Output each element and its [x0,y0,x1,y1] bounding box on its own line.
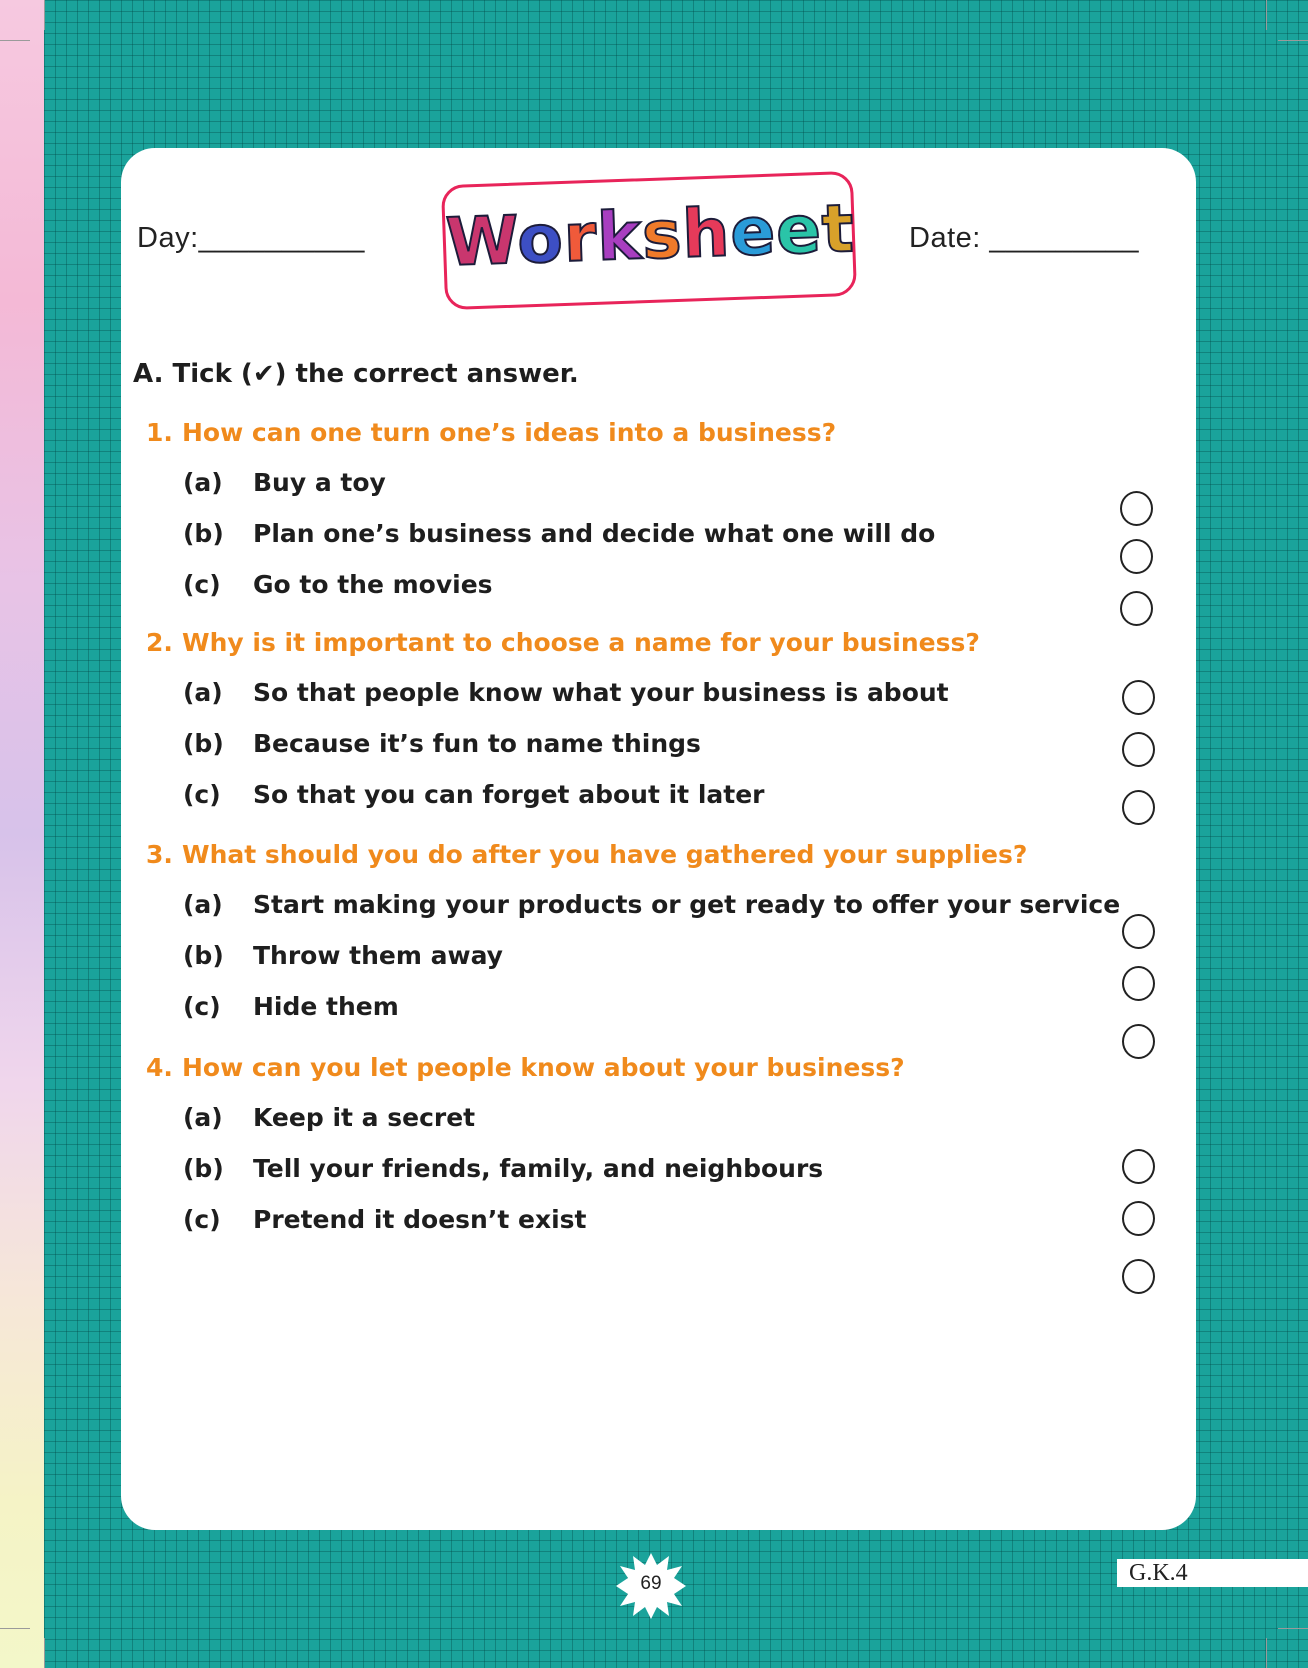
option-letter: (b) [183,519,224,548]
option-3-c [183,992,399,1021]
answer-checkbox-circle[interactable] [1122,732,1155,767]
option-3-b [183,941,503,970]
question-number: 2. [146,628,173,657]
page-number: 69 [640,1573,662,1594]
option-letter: (a) [183,678,223,707]
crop-mark [1266,0,1267,30]
answer-checkbox-circle[interactable] [1122,966,1155,1001]
crop-mark [1278,1628,1308,1629]
option-2-b [183,729,701,758]
title-letter: k [595,197,644,276]
worksheet-title [444,189,856,282]
option-letter: (c) [183,570,221,599]
option-2-c [183,780,765,809]
title-letter: W [444,201,519,282]
question-number: 4. [146,1053,173,1082]
question-4 [146,1053,905,1082]
question-text: How can one turn one’s ideas into a business? [182,418,837,447]
left-color-strip [0,0,44,1668]
answer-checkbox-circle[interactable] [1122,1201,1155,1236]
day-field[interactable]: Day:__________ [137,222,365,254]
option-letter: (a) [183,468,223,497]
worksheet-card [121,148,1196,1530]
option-text: Start making your products or get ready to offer your service [253,890,1121,919]
option-text: Go to the movies [253,570,493,599]
answer-checkbox-circle[interactable] [1120,491,1153,526]
question-text: What should you do after you have gathered your supplies? [182,840,1028,869]
option-letter: (c) [183,780,221,809]
option-letter: (c) [183,1205,221,1234]
crop-mark [44,0,45,30]
question-number: 3. [146,840,173,869]
title-letter: t [820,189,856,268]
option-3-a [183,890,1120,919]
option-4-b [183,1154,823,1183]
option-2-a [183,678,949,707]
option-text: Keep it a secret [253,1103,476,1132]
question-1 [146,418,836,447]
option-1-c [183,570,493,599]
title-letter: o [516,200,566,279]
worksheet-title-box [441,171,857,310]
option-letter: (b) [183,1154,224,1183]
option-text: Plan one’s business and decide what one will do [253,519,936,548]
book-code: G.K.4 [1117,1559,1308,1587]
answer-checkbox-circle[interactable] [1122,1024,1155,1059]
option-1-a [183,468,386,497]
date-field[interactable]: Date: _________ [909,222,1140,254]
option-text: So that people know what your business is about [253,678,949,707]
crop-mark [0,1628,30,1629]
option-text: Tell your friends, family, and neighbours [253,1154,824,1183]
crop-mark [1278,40,1308,41]
title-letter: e [728,192,778,272]
option-4-c [183,1205,586,1234]
option-letter: (a) [183,1103,223,1132]
option-text: Pretend it doesn’t exist [253,1205,587,1234]
answer-checkbox-circle[interactable] [1120,591,1153,626]
option-text: Hide them [253,992,399,1021]
crop-mark [44,1638,45,1668]
option-4-a [183,1103,475,1132]
question-text: Why is it important to choose a name for your business? [182,628,980,657]
option-letter: (a) [183,890,223,919]
question-number: 1. [146,418,173,447]
option-text: Buy a toy [253,468,386,497]
option-1-b [183,519,935,548]
crop-mark [0,40,30,41]
answer-checkbox-circle[interactable] [1122,1259,1155,1294]
crop-mark [1266,1638,1267,1668]
answer-checkbox-circle[interactable] [1122,914,1155,949]
title-letter: s [640,195,684,275]
option-text: Throw them away [253,941,503,970]
option-letter: (b) [183,941,224,970]
question-text: How can you let people know about your business? [182,1053,905,1082]
option-text: So that you can forget about it later [253,780,765,809]
option-letter: (c) [183,992,221,1021]
option-text: Because it’s fun to name things [253,729,701,758]
title-letter: h [681,194,732,273]
answer-checkbox-circle[interactable] [1122,790,1155,825]
answer-checkbox-circle[interactable] [1122,680,1155,715]
question-2 [146,628,980,657]
answer-checkbox-circle[interactable] [1122,1149,1155,1184]
title-letter: r [562,198,599,277]
title-letter: e [774,190,824,270]
question-3 [146,840,1027,869]
section-heading: A. Tick (✔) the correct answer. [133,359,579,389]
answer-checkbox-circle[interactable] [1120,539,1153,574]
option-letter: (b) [183,729,224,758]
